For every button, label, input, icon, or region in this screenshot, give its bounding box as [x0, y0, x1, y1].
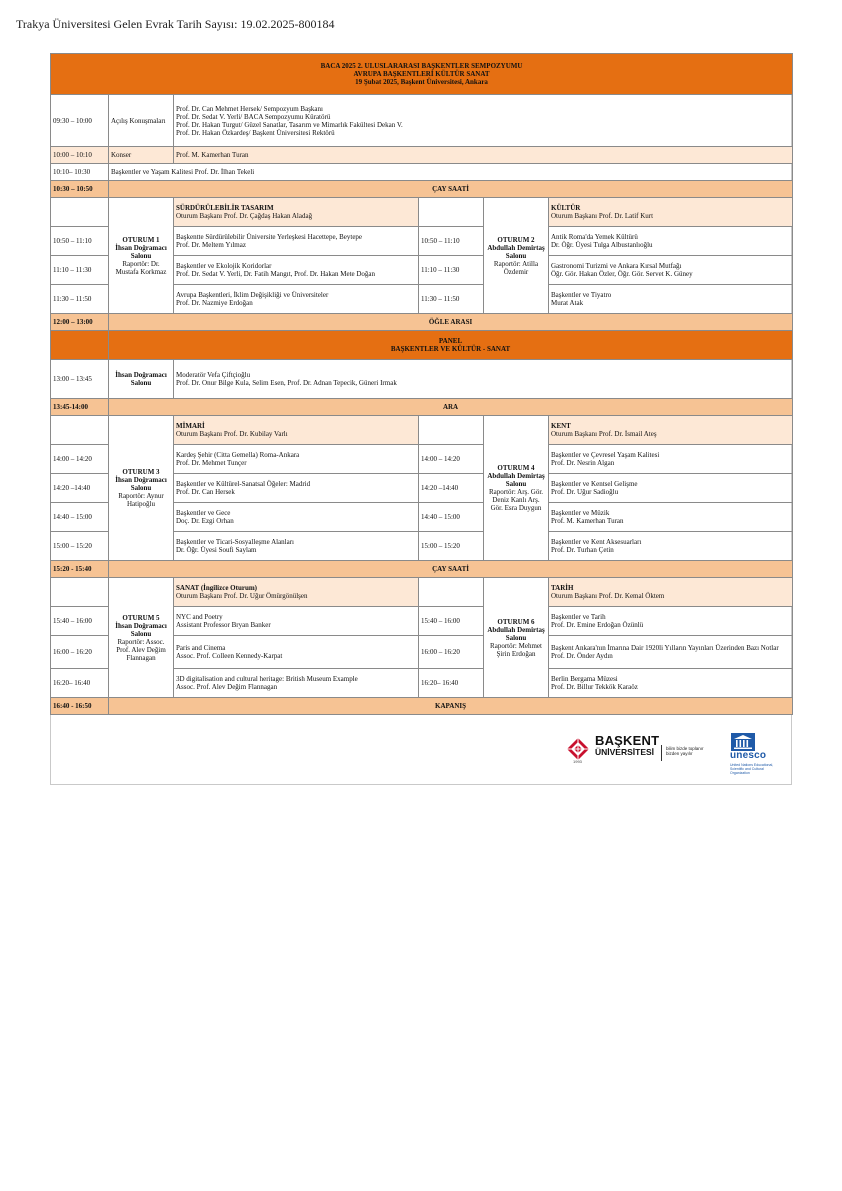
talk-title: Kardeş Şehir (Citta Gemella) Roma-Ankara	[176, 451, 300, 459]
talk-time: 14:40 – 15:00	[419, 503, 484, 532]
session-rapporteur: Raportör: Mehmet Şirin Erdoğan	[490, 641, 542, 658]
talk-title: Başkentler ve Tiyatro	[551, 291, 612, 299]
session-room: Abdullah Demirtaş Salonu	[487, 243, 545, 260]
session-6-info	[484, 578, 549, 698]
panel-line-2: BAŞKENTLER VE KÜLTÜR - SANAT	[390, 345, 511, 353]
header-line-2: AVRUPA BAŞKENTLERİ KÜLTÜR SANAT	[353, 70, 490, 78]
unesco-logo-text: unesco	[730, 750, 767, 761]
talk-time: 10:50 – 11:10	[51, 227, 109, 256]
session-number: OTURUM 2	[497, 235, 535, 244]
talk-title: Başkentler ve Kültürel-Sanatsal Öğeler: Madrid	[176, 480, 311, 488]
talk-time: 15:00 – 15:20	[51, 532, 109, 561]
talk-speaker: Assoc. Prof. Colleen Kennedy-Karpat	[176, 652, 283, 660]
talk-speaker: Prof. Dr. Billur Tekkök Karaöz	[551, 683, 638, 691]
opening-speaker: Prof. Dr. Sedat V. Yerli/ BACA Sempozyumu Küratörü	[176, 112, 331, 121]
unesco-subtitle: United Nations Educational, Scientific and Cultural Organization	[730, 763, 774, 775]
program-table	[50, 53, 793, 715]
talk-speaker: Dr. Öğr. Üyesi Tulga Albustanlıoğlu	[551, 241, 653, 249]
talk-time: 15:00 – 15:20	[419, 532, 484, 561]
break-label: ARA	[109, 399, 793, 416]
baskent-slogan: bilim bizde toplanır bizden yayılır	[666, 746, 704, 756]
session-6-title-cell	[549, 578, 793, 607]
session-number: OTURUM 1	[122, 235, 160, 244]
keynote-text: Başkentler ve Yaşam Kalitesi Prof. Dr. İlhan Tekeli	[109, 164, 793, 181]
break-time: 10:30 – 10:50	[51, 181, 109, 198]
session-2-title-cell	[549, 198, 793, 227]
session-3-info	[109, 416, 174, 561]
session-1-title-cell	[174, 198, 419, 227]
talk-title: Antik Roma'da Yemek Kültürü	[551, 233, 638, 241]
talk-time: 15:40 – 16:00	[419, 607, 484, 636]
talk-speaker: Öğr. Gör. Hakan Özler, Öğr. Gör. Servet K. Güney	[551, 270, 693, 278]
session-number: OTURUM 4	[497, 464, 535, 472]
panel-room: İhsan Doğramacı Salonu	[109, 360, 174, 399]
session-rapporteur: Raportör: Atilla Özdemir	[493, 259, 539, 276]
talk-time: 16:20– 16:40	[51, 669, 109, 698]
talk-time: 15:40 – 16:00	[51, 607, 109, 636]
session-chair: Oturum Başkanı Prof. Dr. Uğur Ömürgönülşen	[176, 592, 308, 600]
session-number: OTURUM 3	[122, 468, 160, 476]
break-label: ÇAY SAATİ	[109, 561, 793, 578]
symposium-header	[51, 54, 793, 95]
session-rapporteur: Raportör: Arş. Gör. Deniz Kanlı Arş. Gör. Esra Duygun	[488, 488, 544, 512]
opening-speaker: Prof. Dr. Can Mehmet Hersek/ Sempozyum Başkanı	[176, 104, 323, 113]
unesco-temple-icon	[731, 733, 755, 751]
session-rapporteur: Raportör: Aynur Hatipoğlu	[118, 492, 164, 508]
session-title: KENT	[551, 422, 571, 430]
talk-time: 11:10 – 11:30	[51, 256, 109, 285]
session-rapporteur: Raportör: Assoc. Prof. Alev Değim Flannagan	[116, 637, 166, 662]
talk-title: Başkentler ve Gece	[176, 509, 231, 517]
panel-panelists: Prof. Dr. Onur Bilge Kula, Selim Esen, Prof. Dr. Adnan Tepecik, Güneri Irmak	[176, 379, 397, 387]
break-time: 15:20 - 15:40	[51, 561, 109, 578]
talk-title: Başkentler ve Ticari-Sosyalleşme Alanları	[176, 538, 295, 546]
break-time: 12:00 – 13:00	[51, 314, 109, 331]
session-title: MİMARİ	[176, 422, 205, 430]
session-1-info	[109, 198, 174, 314]
talk-title: Başkentler ve Müzik	[551, 509, 610, 517]
session-title: TARİH	[551, 584, 574, 592]
talk-time: 10:50 – 11:10	[419, 227, 484, 256]
concert-label: Konser	[109, 147, 174, 164]
talk-cell	[549, 474, 793, 503]
baskent-year: 1993	[573, 759, 582, 764]
session-5-info	[109, 578, 174, 698]
session-room: İhsan Doğramacı Salonu	[115, 621, 167, 638]
session-room: Abdullah Demirtaş Salonu	[487, 625, 545, 642]
header-line-3: 19 Şubat 2025, Başkent Üniversitesi, Ankara	[355, 78, 488, 86]
talk-cell	[174, 474, 419, 503]
talk-title: Avrupa Başkentleri, İklim Değişikliği ve Üniversiteler	[176, 291, 329, 299]
baskent-logo-line-1: BAŞKENT	[595, 733, 660, 748]
talk-speaker: Prof. Dr. Turhan Çetin	[551, 546, 614, 554]
keynote-time: 10:10– 10:30	[51, 164, 109, 181]
session-title: SÜRDÜRÜLEBİLİR TASARIM	[176, 204, 274, 212]
document-stamp: Trakya Üniversitesi Gelen Evrak Tarih Sayısı: 19.02.2025-800184	[16, 17, 335, 31]
talk-time: 14:20 –14:40	[51, 474, 109, 503]
header-line-1: BACA 2025 2. ULUSLARARASI BAŞKENTLER SEMPOZYUMU	[320, 62, 523, 70]
talk-time: 16:20– 16:40	[419, 669, 484, 698]
talk-speaker: Dr. Öğr. Üyesi Soufi Saylam	[176, 546, 257, 554]
break-time: 13:45-14:00	[51, 399, 109, 416]
talk-time: 16:00 – 16:20	[51, 636, 109, 669]
talk-cell	[549, 227, 793, 256]
talk-cell	[174, 636, 419, 669]
talk-title: Başkent Ankara'nın İmarına Dair 1920li Yılların Yayınları Üzerinden Bazı Notlar	[551, 644, 779, 652]
break-label: ÖĞLE ARASI	[109, 314, 793, 331]
talk-speaker: Murat Atak	[551, 299, 584, 307]
panel-line-1: PANEL	[438, 337, 463, 345]
talk-cell	[549, 445, 793, 474]
closing-label: KAPANIŞ	[109, 698, 793, 715]
talk-speaker: Prof. Dr. Emine Erdoğan Özünlü	[551, 621, 644, 629]
talk-title: NYC and Poetry	[176, 613, 223, 621]
talk-title: Başkentler ve Kent Aksesuarları	[551, 538, 642, 546]
session-room: İhsan Doğramacı Salonu	[115, 476, 167, 492]
talk-title: Başkentler ve Kentsel Gelişme	[551, 480, 638, 488]
talk-cell	[549, 256, 793, 285]
talk-cell	[549, 285, 793, 314]
talk-cell	[549, 607, 793, 636]
talk-title: Berlin Bergama Müzesi	[551, 675, 618, 683]
talk-speaker: Prof. Dr. Önder Aydın	[551, 652, 613, 660]
talk-speaker: Assoc. Prof. Alev Değim Flannagan	[176, 683, 278, 691]
panel-people	[174, 360, 793, 399]
talk-speaker: Prof. Dr. Can Hersek	[176, 488, 235, 496]
talk-speaker: Prof. Dr. Sedat V. Yerli, Dr. Fatih Mangıt, Prof. Dr. Hakan Mete Doğan	[176, 270, 376, 278]
talk-time: 14:00 – 14:20	[419, 445, 484, 474]
concert-time: 10:00 – 10:10	[51, 147, 109, 164]
talk-time: 16:00 – 16:20	[419, 636, 484, 669]
talk-cell	[549, 636, 793, 669]
talk-cell	[174, 227, 419, 256]
talk-cell	[174, 503, 419, 532]
session-4-title-cell	[549, 416, 793, 445]
panel-time: 13:00 – 13:45	[51, 360, 109, 399]
session-number: OTURUM 5	[122, 613, 160, 622]
opening-speakers	[174, 95, 793, 147]
opening-speaker: Prof. Dr. Hakan Turgut/ Güzel Sanatlar, Tasarım ve Mimarlık Fakültesi Dekan V.	[176, 120, 403, 129]
logo-divider	[661, 745, 662, 761]
session-5-title-cell	[174, 578, 419, 607]
session-rapporteur: Raportör: Dr. Mustafa Korkmaz	[115, 259, 167, 276]
opening-time: 09:30 – 10:00	[51, 95, 109, 147]
baskent-logo-line-2: ÜNİVERSİTESİ	[595, 747, 655, 757]
talk-cell	[174, 607, 419, 636]
talk-speaker: Assistant Professor Bryan Banker	[176, 621, 271, 629]
talk-speaker: Prof. Dr. Uğur Sadioğlu	[551, 488, 619, 496]
closing-time: 16:40 - 16:50	[51, 698, 109, 715]
talk-time: 14:00 – 14:20	[51, 445, 109, 474]
session-number: OTURUM 6	[497, 617, 535, 626]
talk-cell	[549, 532, 793, 561]
break-label: ÇAY SAATİ	[109, 181, 793, 198]
talk-title: Gastronomi Turizmi ve Ankara Kırsal Mutfağı	[551, 262, 682, 270]
talk-time: 11:10 – 11:30	[419, 256, 484, 285]
talk-title: Paris and Cinema	[176, 644, 226, 652]
talk-speaker: Doç. Dr. Ezgi Orhan	[176, 517, 234, 525]
talk-time: 11:30 – 11:50	[51, 285, 109, 314]
session-title: SANAT (İngilizce Oturum)	[176, 584, 258, 592]
session-room: Abdullah Demirtaş Salonu	[487, 472, 545, 488]
session-3-title-cell	[174, 416, 419, 445]
talk-speaker: Prof. Dr. Meltem Yılmaz	[176, 241, 246, 249]
talk-cell	[174, 669, 419, 698]
talk-cell	[174, 532, 419, 561]
session-chair: Oturum Başkanı Prof. Dr. Latif Kurt	[551, 212, 654, 220]
opening-speaker: Prof. Dr. Hakan Özkardeş/ Başkent Üniversitesi Rektörü	[176, 128, 335, 137]
talk-time: 14:40 – 15:00	[51, 503, 109, 532]
opening-label: Açılış Konuşmaları	[109, 95, 174, 147]
talk-cell	[174, 445, 419, 474]
talk-speaker: Prof. Dr. Nesrin Algan	[551, 459, 615, 467]
talk-speaker: Prof. M. Kamerhan Turan	[551, 517, 624, 525]
talk-cell	[174, 285, 419, 314]
panel-moderator: Moderatör Vefa Çiftçioğlu	[176, 371, 251, 379]
session-chair: Oturum Başkanı Prof. Dr. Kubilay Varlı	[176, 430, 288, 438]
talk-cell	[549, 503, 793, 532]
talk-title: Başkentte Sürdürülebilir Üniversite Yerleşkesi Hacettepe, Beytepe	[176, 233, 363, 241]
talk-cell	[174, 256, 419, 285]
talk-title: Başkentler ve Tarih	[551, 613, 606, 621]
concert-person: Prof. M. Kamerhan Turan	[174, 147, 793, 164]
talk-speaker: Prof. Dr. Mehmet Tunçer	[176, 459, 247, 467]
talk-speaker: Prof. Dr. Nazmiye Erdoğan	[176, 299, 253, 307]
talk-title: Başkentler ve Ekolojik Koridorlar	[176, 262, 272, 270]
talk-cell	[549, 669, 793, 698]
talk-title: Başkentler ve Çevresel Yaşam Kalitesi	[551, 451, 660, 459]
session-room: İhsan Doğramacı Salonu	[115, 243, 167, 260]
session-4-info	[484, 416, 549, 561]
talk-title: 3D digitalisation and cultural heritage: British Museum Example	[176, 675, 358, 683]
panel-header	[109, 331, 793, 360]
talk-time: 14:20 –14:40	[419, 474, 484, 503]
session-chair: Oturum Başkanı Prof. Dr. Çağdaş Hakan Aladağ	[176, 212, 313, 220]
session-2-info	[484, 198, 549, 314]
session-title: KÜLTÜR	[551, 204, 581, 212]
sponsor-logos	[566, 733, 776, 777]
talk-time: 11:30 – 11:50	[419, 285, 484, 314]
session-chair: Oturum Başkanı Prof. Dr. Kemal Öktem	[551, 592, 665, 600]
baskent-emblem-icon	[566, 737, 590, 761]
session-chair: Oturum Başkanı Prof. Dr. İsmail Ateş	[551, 430, 657, 438]
